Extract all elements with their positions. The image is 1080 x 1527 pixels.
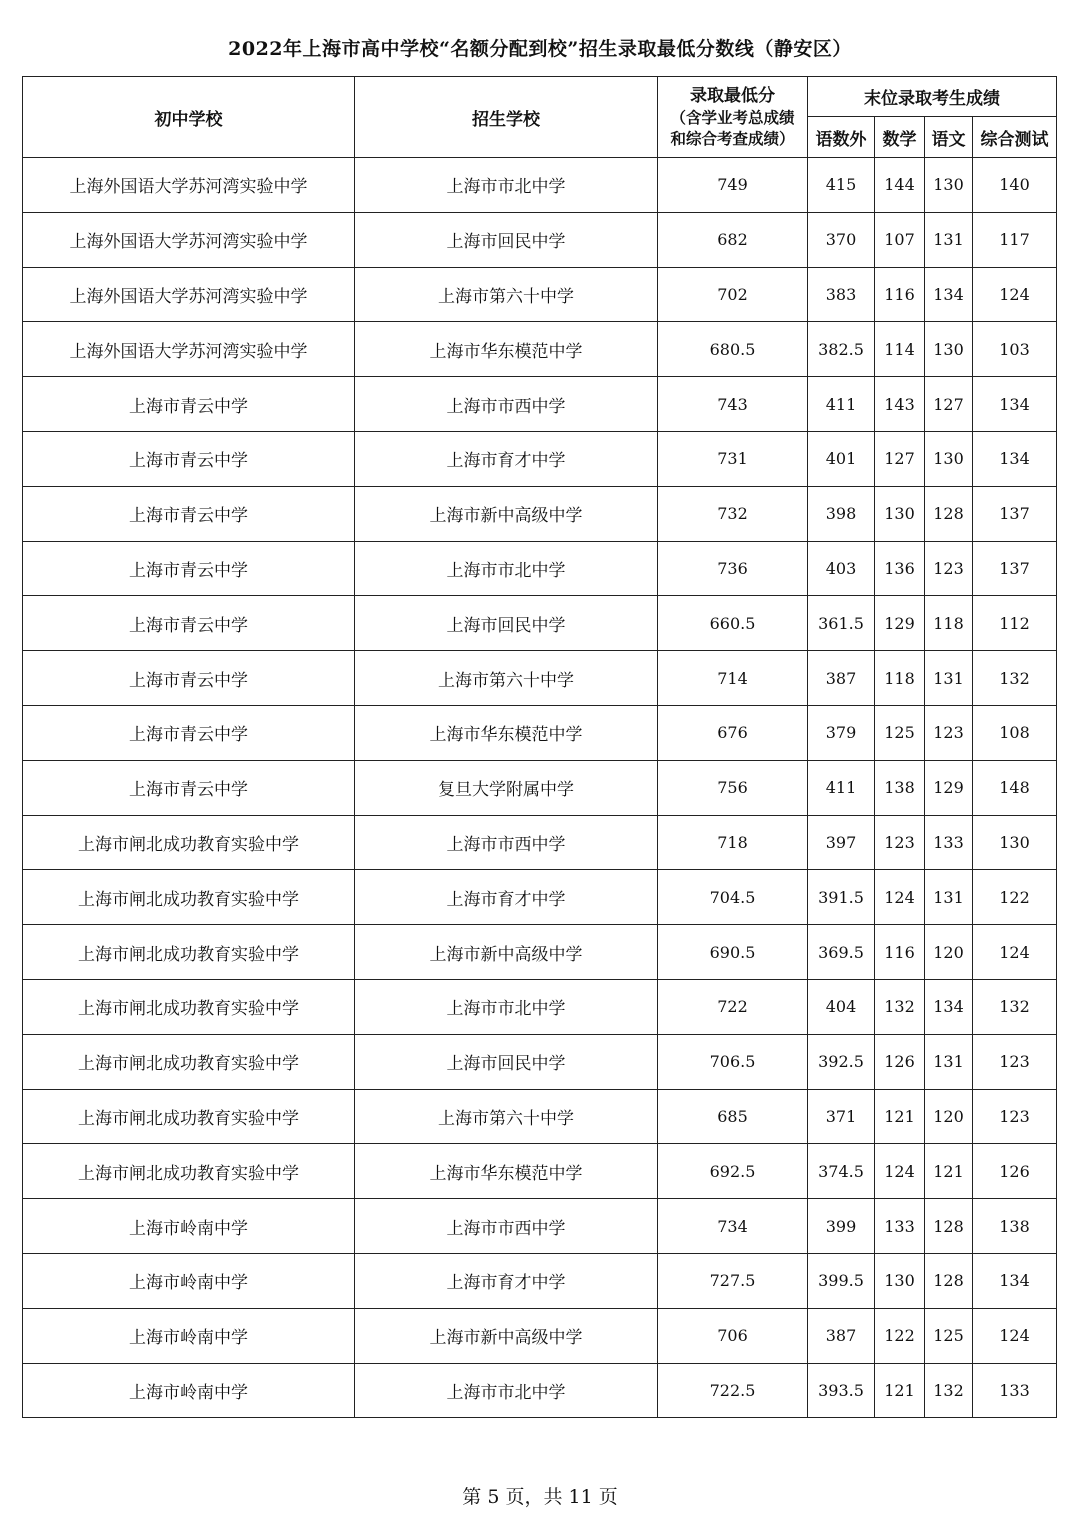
cell-comprehensive: 133: [973, 1363, 1057, 1418]
cell-ysw: 391.5: [808, 870, 875, 925]
cell-comprehensive: 138: [973, 1199, 1057, 1254]
header-min-score-line1: 录取最低分: [690, 85, 775, 106]
cell-math: 133: [875, 1199, 925, 1254]
score-table: [22, 76, 1057, 1418]
table-row: [23, 1308, 1057, 1363]
header-min-score: [658, 77, 808, 158]
cell-comprehensive: 137: [973, 541, 1057, 596]
cell-math: 129: [875, 596, 925, 651]
cell-min-score: 676: [658, 705, 808, 760]
cell-ysw: 397: [808, 815, 875, 870]
cell-chinese: 133: [925, 815, 973, 870]
cell-middle-school: 上海市青云中学: [23, 705, 355, 760]
cell-chinese: 131: [925, 212, 973, 267]
cell-middle-school: 上海市闸北成功教育实验中学: [23, 1144, 355, 1199]
header-last-admitted: 末位录取考生成绩: [808, 77, 1057, 117]
cell-min-score: 736: [658, 541, 808, 596]
cell-middle-school: 上海市青云中学: [23, 541, 355, 596]
cell-min-score: 690.5: [658, 925, 808, 980]
cell-middle-school: 上海市闸北成功教育实验中学: [23, 925, 355, 980]
cell-comprehensive: 140: [973, 158, 1057, 213]
page-title: 2022年上海市高中学校“名额分配到校”招生录取最低分数线（静安区）: [228, 38, 852, 60]
cell-comprehensive: 126: [973, 1144, 1057, 1199]
table-row: [23, 1363, 1057, 1418]
cell-admit-school: 上海市市西中学: [355, 1199, 658, 1254]
cell-chinese: 120: [925, 1089, 973, 1144]
cell-ysw: 393.5: [808, 1363, 875, 1418]
cell-math: 127: [875, 431, 925, 486]
cell-math: 121: [875, 1363, 925, 1418]
cell-min-score: 680.5: [658, 322, 808, 377]
cell-ysw: 361.5: [808, 596, 875, 651]
cell-comprehensive: 132: [973, 979, 1057, 1034]
cell-ysw: 399: [808, 1199, 875, 1254]
cell-min-score: 706.5: [658, 1034, 808, 1089]
cell-min-score: 660.5: [658, 596, 808, 651]
cell-math: 121: [875, 1089, 925, 1144]
cell-admit-school: 上海市第六十中学: [355, 1089, 658, 1144]
cell-admit-school: 上海市市北中学: [355, 1363, 658, 1418]
cell-ysw: 374.5: [808, 1144, 875, 1199]
cell-min-score: 756: [658, 760, 808, 815]
cell-middle-school: 上海市闸北成功教育实验中学: [23, 870, 355, 925]
cell-middle-school: 上海外国语大学苏河湾实验中学: [23, 212, 355, 267]
table-row: [23, 377, 1057, 432]
cell-ysw: 399.5: [808, 1253, 875, 1308]
cell-comprehensive: 123: [973, 1034, 1057, 1089]
table-row: [23, 925, 1057, 980]
cell-math: 118: [875, 651, 925, 706]
cell-math: 123: [875, 815, 925, 870]
table-row: [23, 212, 1057, 267]
cell-min-score: 718: [658, 815, 808, 870]
cell-math: 122: [875, 1308, 925, 1363]
cell-chinese: 123: [925, 705, 973, 760]
cell-comprehensive: 108: [973, 705, 1057, 760]
cell-math: 114: [875, 322, 925, 377]
header-sub-math: 数学: [875, 117, 925, 158]
cell-middle-school: 上海市青云中学: [23, 760, 355, 815]
table-row: [23, 1199, 1057, 1254]
cell-comprehensive: 137: [973, 486, 1057, 541]
cell-ysw: 382.5: [808, 322, 875, 377]
cell-ysw: 398: [808, 486, 875, 541]
table-row: [23, 322, 1057, 377]
cell-min-score: 704.5: [658, 870, 808, 925]
cell-admit-school: 上海市市北中学: [355, 979, 658, 1034]
cell-comprehensive: 134: [973, 377, 1057, 432]
cell-admit-school: 上海市第六十中学: [355, 651, 658, 706]
cell-middle-school: 上海市青云中学: [23, 431, 355, 486]
cell-chinese: 131: [925, 651, 973, 706]
cell-min-score: 706: [658, 1308, 808, 1363]
header-sub-comprehensive: 综合测试: [973, 117, 1057, 158]
cell-admit-school: 上海市新中高级中学: [355, 486, 658, 541]
cell-ysw: 404: [808, 979, 875, 1034]
table-row: [23, 431, 1057, 486]
cell-middle-school: 上海市青云中学: [23, 596, 355, 651]
cell-admit-school: 上海市育才中学: [355, 870, 658, 925]
header-sub-ysw: 语数外: [808, 117, 875, 158]
cell-comprehensive: 123: [973, 1089, 1057, 1144]
cell-chinese: 120: [925, 925, 973, 980]
cell-admit-school: 上海市育才中学: [355, 431, 658, 486]
cell-admit-school: 上海市回民中学: [355, 212, 658, 267]
cell-chinese: 129: [925, 760, 973, 815]
cell-chinese: 121: [925, 1144, 973, 1199]
cell-admit-school: 上海市市西中学: [355, 377, 658, 432]
cell-chinese: 132: [925, 1363, 973, 1418]
header-min-score-line3: 和综合考查成绩）: [670, 128, 795, 148]
cell-chinese: 128: [925, 1253, 973, 1308]
cell-middle-school: 上海外国语大学苏河湾实验中学: [23, 158, 355, 213]
cell-admit-school: 上海市回民中学: [355, 596, 658, 651]
cell-admit-school: 上海市华东模范中学: [355, 1144, 658, 1199]
cell-math: 124: [875, 870, 925, 925]
cell-math: 136: [875, 541, 925, 596]
cell-admit-school: 上海市华东模范中学: [355, 705, 658, 760]
table-body: [23, 158, 1057, 1418]
table-row: [23, 267, 1057, 322]
cell-ysw: 415: [808, 158, 875, 213]
cell-admit-school: 上海市市北中学: [355, 541, 658, 596]
cell-min-score: 722.5: [658, 1363, 808, 1418]
cell-math: 130: [875, 486, 925, 541]
cell-chinese: 134: [925, 979, 973, 1034]
cell-comprehensive: 122: [973, 870, 1057, 925]
cell-math: 126: [875, 1034, 925, 1089]
cell-math: 138: [875, 760, 925, 815]
table-row: [23, 705, 1057, 760]
cell-chinese: 130: [925, 158, 973, 213]
cell-chinese: 134: [925, 267, 973, 322]
header-admit-school: 招生学校: [355, 77, 658, 158]
cell-chinese: 131: [925, 870, 973, 925]
cell-comprehensive: 148: [973, 760, 1057, 815]
cell-comprehensive: 103: [973, 322, 1057, 377]
cell-ysw: 387: [808, 1308, 875, 1363]
cell-min-score: 734: [658, 1199, 808, 1254]
cell-middle-school: 上海市青云中学: [23, 486, 355, 541]
cell-ysw: 371: [808, 1089, 875, 1144]
cell-chinese: 128: [925, 1199, 973, 1254]
cell-min-score: 732: [658, 486, 808, 541]
cell-chinese: 130: [925, 322, 973, 377]
table-row: [23, 979, 1057, 1034]
cell-chinese: 131: [925, 1034, 973, 1089]
cell-min-score: 692.5: [658, 1144, 808, 1199]
cell-admit-school: 上海市新中高级中学: [355, 1308, 658, 1363]
cell-min-score: 682: [658, 212, 808, 267]
cell-comprehensive: 117: [973, 212, 1057, 267]
table-row: [23, 651, 1057, 706]
cell-min-score: 714: [658, 651, 808, 706]
cell-ysw: 370: [808, 212, 875, 267]
cell-admit-school: 复旦大学附属中学: [355, 760, 658, 815]
table-row: [23, 1253, 1057, 1308]
cell-math: 125: [875, 705, 925, 760]
cell-comprehensive: 124: [973, 1308, 1057, 1363]
cell-middle-school: 上海市青云中学: [23, 651, 355, 706]
cell-min-score: 685: [658, 1089, 808, 1144]
table-row: [23, 158, 1057, 213]
cell-admit-school: 上海市市西中学: [355, 815, 658, 870]
cell-math: 107: [875, 212, 925, 267]
cell-chinese: 123: [925, 541, 973, 596]
cell-math: 144: [875, 158, 925, 213]
cell-chinese: 118: [925, 596, 973, 651]
table-row: [23, 870, 1057, 925]
cell-comprehensive: 130: [973, 815, 1057, 870]
cell-ysw: 411: [808, 377, 875, 432]
cell-math: 132: [875, 979, 925, 1034]
cell-ysw: 387: [808, 651, 875, 706]
page-footer: 第 5 页，共 11 页: [462, 1486, 618, 1508]
table-row: [23, 760, 1057, 815]
cell-chinese: 127: [925, 377, 973, 432]
table-row: [23, 1144, 1057, 1199]
cell-admit-school: 上海市华东模范中学: [355, 322, 658, 377]
cell-middle-school: 上海市岭南中学: [23, 1308, 355, 1363]
cell-math: 124: [875, 1144, 925, 1199]
cell-min-score: 743: [658, 377, 808, 432]
cell-ysw: 411: [808, 760, 875, 815]
cell-admit-school: 上海市新中高级中学: [355, 925, 658, 980]
cell-comprehensive: 132: [973, 651, 1057, 706]
cell-comprehensive: 134: [973, 1253, 1057, 1308]
cell-middle-school: 上海外国语大学苏河湾实验中学: [23, 322, 355, 377]
cell-comprehensive: 124: [973, 267, 1057, 322]
cell-comprehensive: 134: [973, 431, 1057, 486]
cell-middle-school: 上海市闸北成功教育实验中学: [23, 979, 355, 1034]
cell-ysw: 379: [808, 705, 875, 760]
cell-comprehensive: 124: [973, 925, 1057, 980]
cell-chinese: 130: [925, 431, 973, 486]
cell-comprehensive: 112: [973, 596, 1057, 651]
cell-min-score: 722: [658, 979, 808, 1034]
cell-middle-school: 上海市闸北成功教育实验中学: [23, 1089, 355, 1144]
cell-math: 143: [875, 377, 925, 432]
cell-math: 130: [875, 1253, 925, 1308]
cell-min-score: 702: [658, 267, 808, 322]
table-row: [23, 486, 1057, 541]
header-sub-chinese: 语文: [925, 117, 973, 158]
cell-math: 116: [875, 925, 925, 980]
cell-math: 116: [875, 267, 925, 322]
cell-middle-school: 上海市岭南中学: [23, 1363, 355, 1418]
cell-chinese: 128: [925, 486, 973, 541]
cell-min-score: 749: [658, 158, 808, 213]
cell-middle-school: 上海市岭南中学: [23, 1253, 355, 1308]
cell-middle-school: 上海市岭南中学: [23, 1199, 355, 1254]
cell-min-score: 727.5: [658, 1253, 808, 1308]
table-row: [23, 541, 1057, 596]
cell-ysw: 369.5: [808, 925, 875, 980]
cell-admit-school: 上海市育才中学: [355, 1253, 658, 1308]
cell-ysw: 403: [808, 541, 875, 596]
header-min-score-line2: （含学业考总成绩: [670, 107, 795, 127]
table-row: [23, 1034, 1057, 1089]
cell-middle-school: 上海市闸北成功教育实验中学: [23, 1034, 355, 1089]
cell-ysw: 401: [808, 431, 875, 486]
table-row: [23, 596, 1057, 651]
table-row: [23, 1089, 1057, 1144]
cell-admit-school: 上海市回民中学: [355, 1034, 658, 1089]
cell-middle-school: 上海市闸北成功教育实验中学: [23, 815, 355, 870]
cell-middle-school: 上海市青云中学: [23, 377, 355, 432]
cell-min-score: 731: [658, 431, 808, 486]
cell-admit-school: 上海市第六十中学: [355, 267, 658, 322]
cell-ysw: 383: [808, 267, 875, 322]
cell-middle-school: 上海外国语大学苏河湾实验中学: [23, 267, 355, 322]
cell-ysw: 392.5: [808, 1034, 875, 1089]
header-middle-school: 初中学校: [23, 77, 355, 158]
table-row: [23, 815, 1057, 870]
cell-admit-school: 上海市市北中学: [355, 158, 658, 213]
cell-chinese: 125: [925, 1308, 973, 1363]
